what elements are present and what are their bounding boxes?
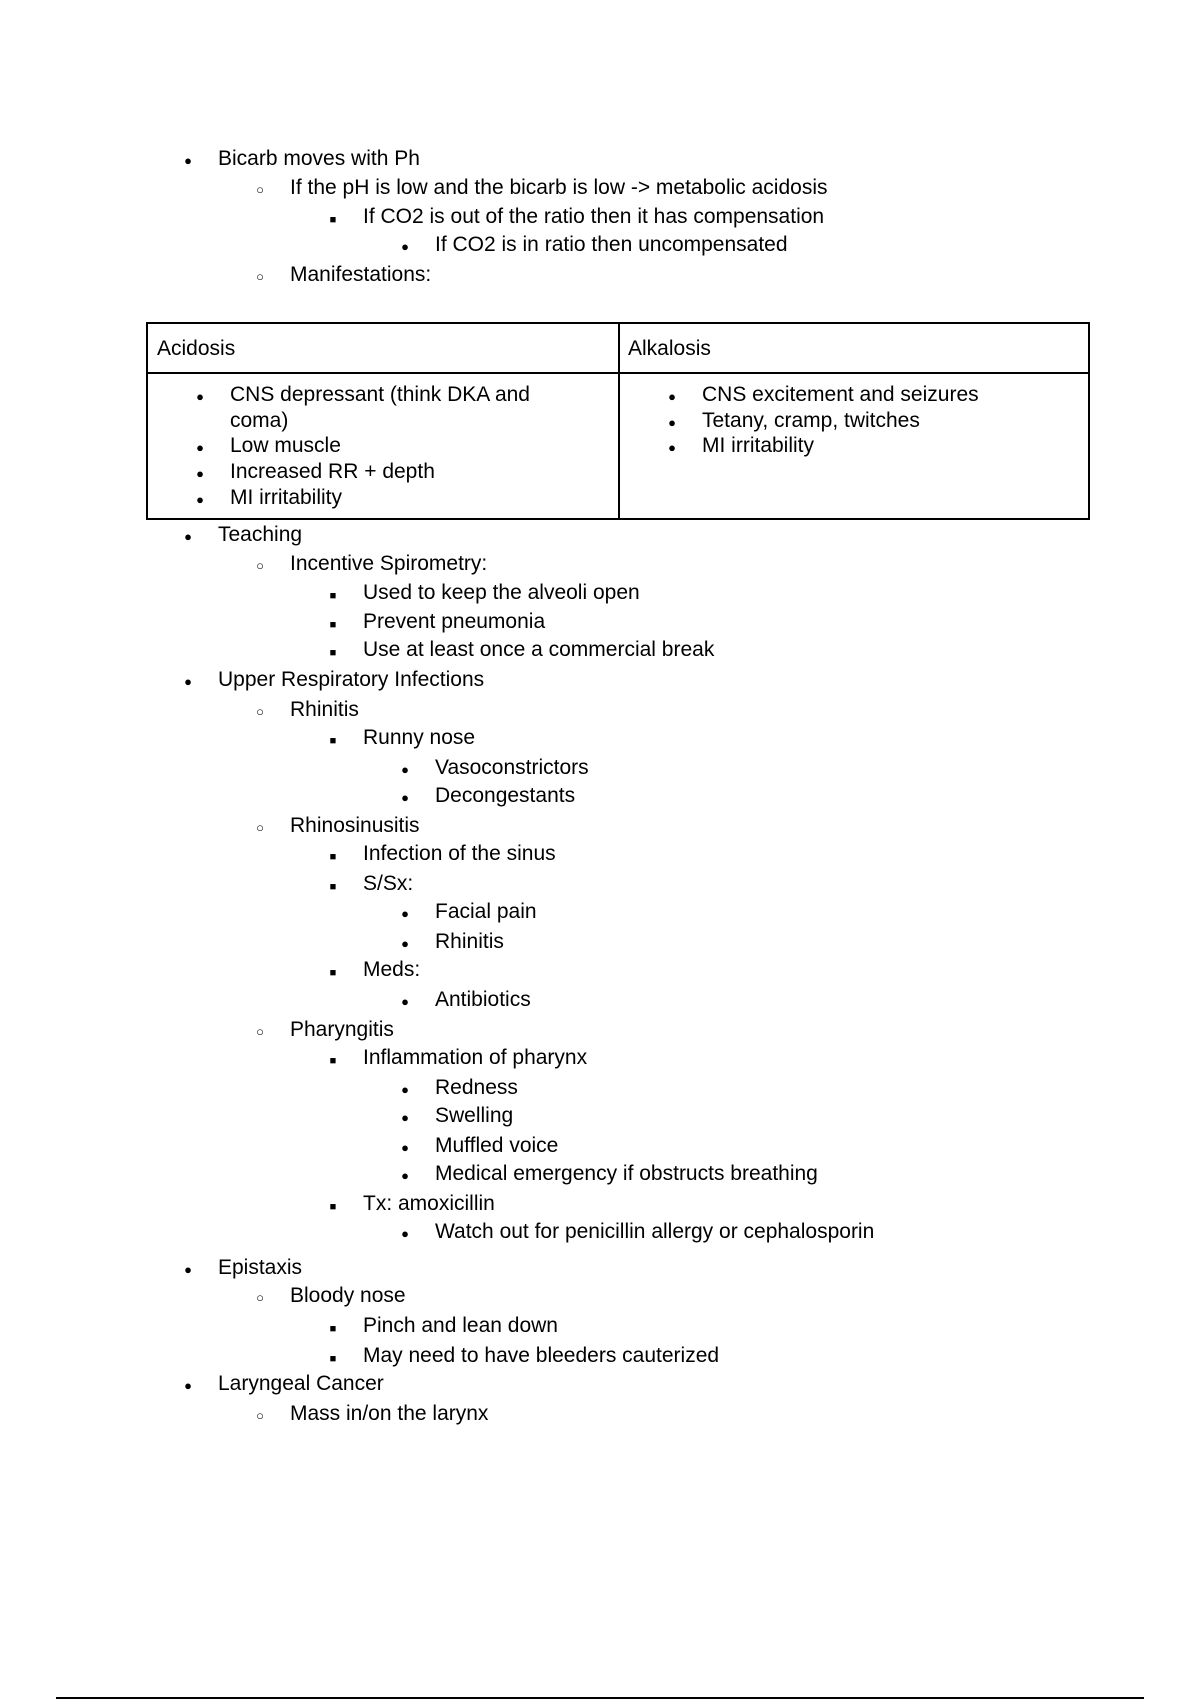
table-row-divider	[148, 372, 1088, 374]
bullet-icon	[395, 899, 415, 927]
note-emergency: Medical emergency if obstructs breathing	[435, 1162, 818, 1185]
note-pharyngitis: Pharyngitis	[290, 1018, 394, 1041]
page-bottom-rule	[56, 1697, 1144, 1699]
bullet-icon	[395, 1103, 415, 1131]
note-rhinosinusitis: Rhinosinusitis	[290, 814, 420, 837]
note-meds: Meds:	[363, 958, 421, 981]
note-co2-out: If CO2 is out of the ratio then it has compensation	[363, 205, 825, 228]
bullet-icon	[178, 1371, 198, 1399]
square-bullet-icon	[323, 580, 343, 609]
note-rhinitis2: Rhinitis	[435, 930, 504, 953]
note-commercial: Use at least once a commercial break	[363, 638, 715, 661]
bullet-icon	[190, 382, 210, 410]
note-pneumonia: Prevent pneumonia	[363, 610, 546, 633]
bullet-icon	[190, 459, 210, 487]
alkalosis-item: CNS excitement and seizures	[702, 383, 979, 406]
note-bloody: Bloody nose	[290, 1284, 406, 1307]
note-facial: Facial pain	[435, 900, 537, 923]
acidosis-item: Low muscle	[230, 434, 341, 457]
bullet-icon	[395, 1161, 415, 1189]
manifestations-table	[146, 322, 1090, 520]
bullet-icon	[395, 755, 415, 783]
bullet-icon	[395, 783, 415, 811]
note-tx: Tx: amoxicillin	[363, 1192, 495, 1215]
note-ssx: S/Sx:	[363, 872, 414, 895]
hollow-bullet-icon	[250, 1283, 270, 1311]
bullet-icon	[395, 1133, 415, 1161]
bullet-icon	[190, 485, 210, 513]
bullet-icon	[662, 433, 682, 461]
note-swelling: Swelling	[435, 1104, 514, 1127]
note-runny: Runny nose	[363, 726, 476, 749]
bullet-icon	[190, 433, 210, 461]
note-sinus: Infection of the sinus	[363, 842, 556, 865]
square-bullet-icon	[323, 637, 343, 666]
table-header-alkalosis: Alkalosis	[628, 337, 711, 360]
note-laryngeal: Laryngeal Cancer	[218, 1372, 384, 1395]
note-co2-in: If CO2 is in ratio then uncompensated	[435, 233, 788, 256]
square-bullet-icon	[323, 725, 343, 754]
alkalosis-item: MI irritability	[702, 434, 815, 457]
note-bicarb: Bicarb moves with Ph	[218, 147, 420, 170]
acidosis-item: Increased RR + depth	[230, 460, 435, 483]
note-alveoli: Used to keep the alveoli open	[363, 581, 640, 604]
acidosis-item-continued: coma)	[230, 409, 289, 432]
square-bullet-icon	[323, 841, 343, 870]
hollow-bullet-icon	[250, 175, 270, 203]
bullet-icon	[662, 408, 682, 436]
note-uri: Upper Respiratory Infections	[218, 668, 485, 691]
bullet-icon	[662, 382, 682, 410]
note-muffled: Muffled voice	[435, 1134, 559, 1157]
hollow-bullet-icon	[250, 813, 270, 841]
note-incentive: Incentive Spirometry:	[290, 552, 488, 575]
note-rhinitis: Rhinitis	[290, 698, 359, 721]
square-bullet-icon	[323, 204, 343, 233]
square-bullet-icon	[323, 1045, 343, 1074]
note-inflammation: Inflammation of pharynx	[363, 1046, 588, 1069]
square-bullet-icon	[323, 1343, 343, 1372]
note-cauterized: May need to have bleeders cauterized	[363, 1344, 720, 1367]
bullet-icon	[395, 1219, 415, 1247]
bullet-icon	[178, 522, 198, 550]
bullet-icon	[395, 232, 415, 260]
square-bullet-icon	[323, 871, 343, 900]
hollow-bullet-icon	[250, 262, 270, 290]
acidosis-item: MI irritability	[230, 486, 343, 509]
alkalosis-item: Tetany, cramp, twitches	[702, 409, 920, 432]
bullet-icon	[178, 667, 198, 695]
note-epistaxis: Epistaxis	[218, 1256, 303, 1279]
note-manifestations: Manifestations:	[290, 263, 432, 286]
note-pinch: Pinch and lean down	[363, 1314, 558, 1337]
bullet-icon	[178, 146, 198, 174]
acidosis-item: CNS depressant (think DKA and	[230, 383, 530, 406]
hollow-bullet-icon	[250, 697, 270, 725]
square-bullet-icon	[323, 609, 343, 638]
note-antibiotics: Antibiotics	[435, 988, 531, 1011]
hollow-bullet-icon	[250, 551, 270, 579]
bullet-icon	[395, 1075, 415, 1103]
square-bullet-icon	[323, 1191, 343, 1220]
table-column-divider	[618, 324, 620, 518]
note-teaching: Teaching	[218, 523, 303, 546]
bullet-icon	[178, 1255, 198, 1283]
table-header-acidosis: Acidosis	[157, 337, 236, 360]
bullet-icon	[395, 987, 415, 1015]
note-redness: Redness	[435, 1076, 518, 1099]
bullet-icon	[395, 929, 415, 957]
square-bullet-icon	[323, 957, 343, 986]
hollow-bullet-icon	[250, 1401, 270, 1429]
note-vaso: Vasoconstrictors	[435, 756, 589, 779]
hollow-bullet-icon	[250, 1017, 270, 1045]
note-decon: Decongestants	[435, 784, 576, 807]
square-bullet-icon	[323, 1313, 343, 1342]
note-penicillin: Watch out for penicillin allergy or cephalosporin	[435, 1220, 875, 1243]
note-mass: Mass in/on the larynx	[290, 1402, 489, 1425]
note-ph-low: If the pH is low and the bicarb is low -> metabolic acidosis	[290, 176, 828, 199]
